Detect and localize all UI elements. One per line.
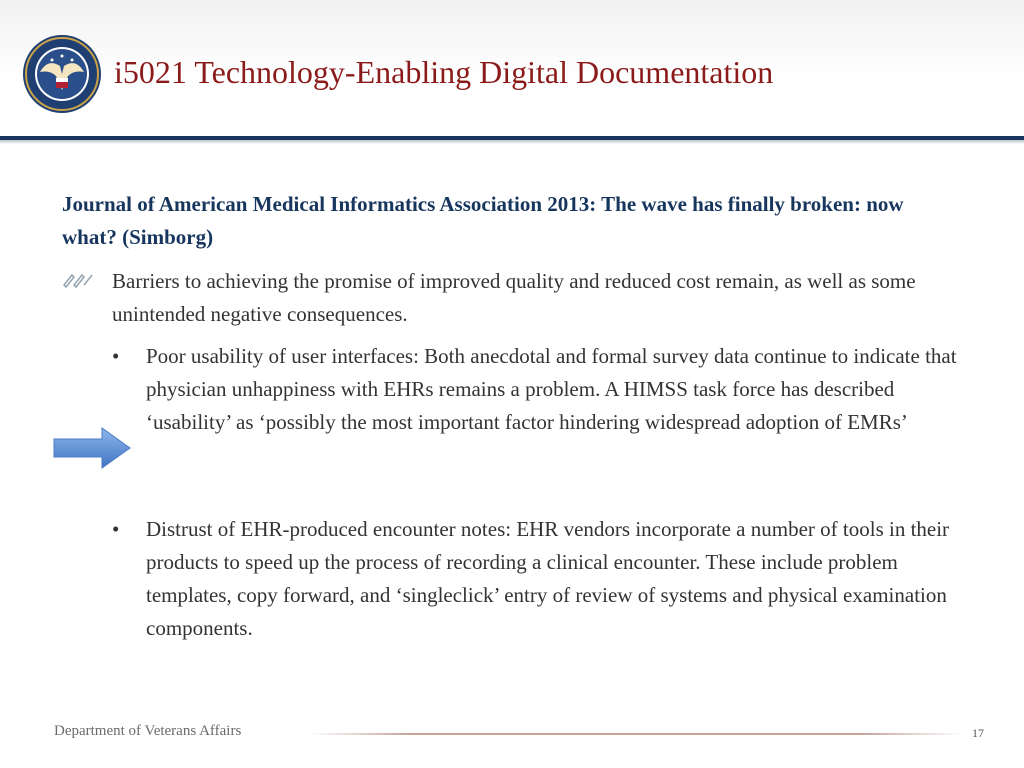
bullet-dot: • [112,517,120,541]
sub-bullet-usability [112,340,962,439]
arrow-right-icon [52,425,132,471]
footer-divider [310,733,962,735]
sub-bullet-text: Distrust of EHR-produced encounter notes: EHR vendors incorporate a number of tools in their products to speed up the process of recording a clinical encounter. These include problem templates, copy forward, and ‘singleclick’ entry of review of systems and physical examination components. [146,517,950,640]
slide-title: i5021 Technology-Enabling Digital Documentation [114,54,774,90]
sub-bullet-distrust [112,513,962,645]
department-seal-icon [22,34,102,114]
page-number: 17 [972,726,984,740]
sub-bullet-text: Poor usability of user interfaces: Both anecdotal and formal survey data continue to indicate that physician unhappiness with EHRs remains a problem. A HIMSS task force has described ‘usability’ as ‘possibly the most important factor hindering widespread adoption of EMRs’ [146,344,957,434]
footer-department: Department of Veterans Affairs [54,723,242,739]
header-shadow [0,140,1024,144]
main-bullet [62,265,942,331]
section-heading: Journal of American Medical Informatics Association 2013: The wave has finally broken: now what? (Simborg) [62,192,904,249]
quill-bullet-icon [62,271,96,289]
bullet-dot: • [112,344,120,368]
main-bullet-text: Barriers to achieving the promise of improved quality and reduced cost remain, as well as some unintended negative consequences. [112,269,916,326]
